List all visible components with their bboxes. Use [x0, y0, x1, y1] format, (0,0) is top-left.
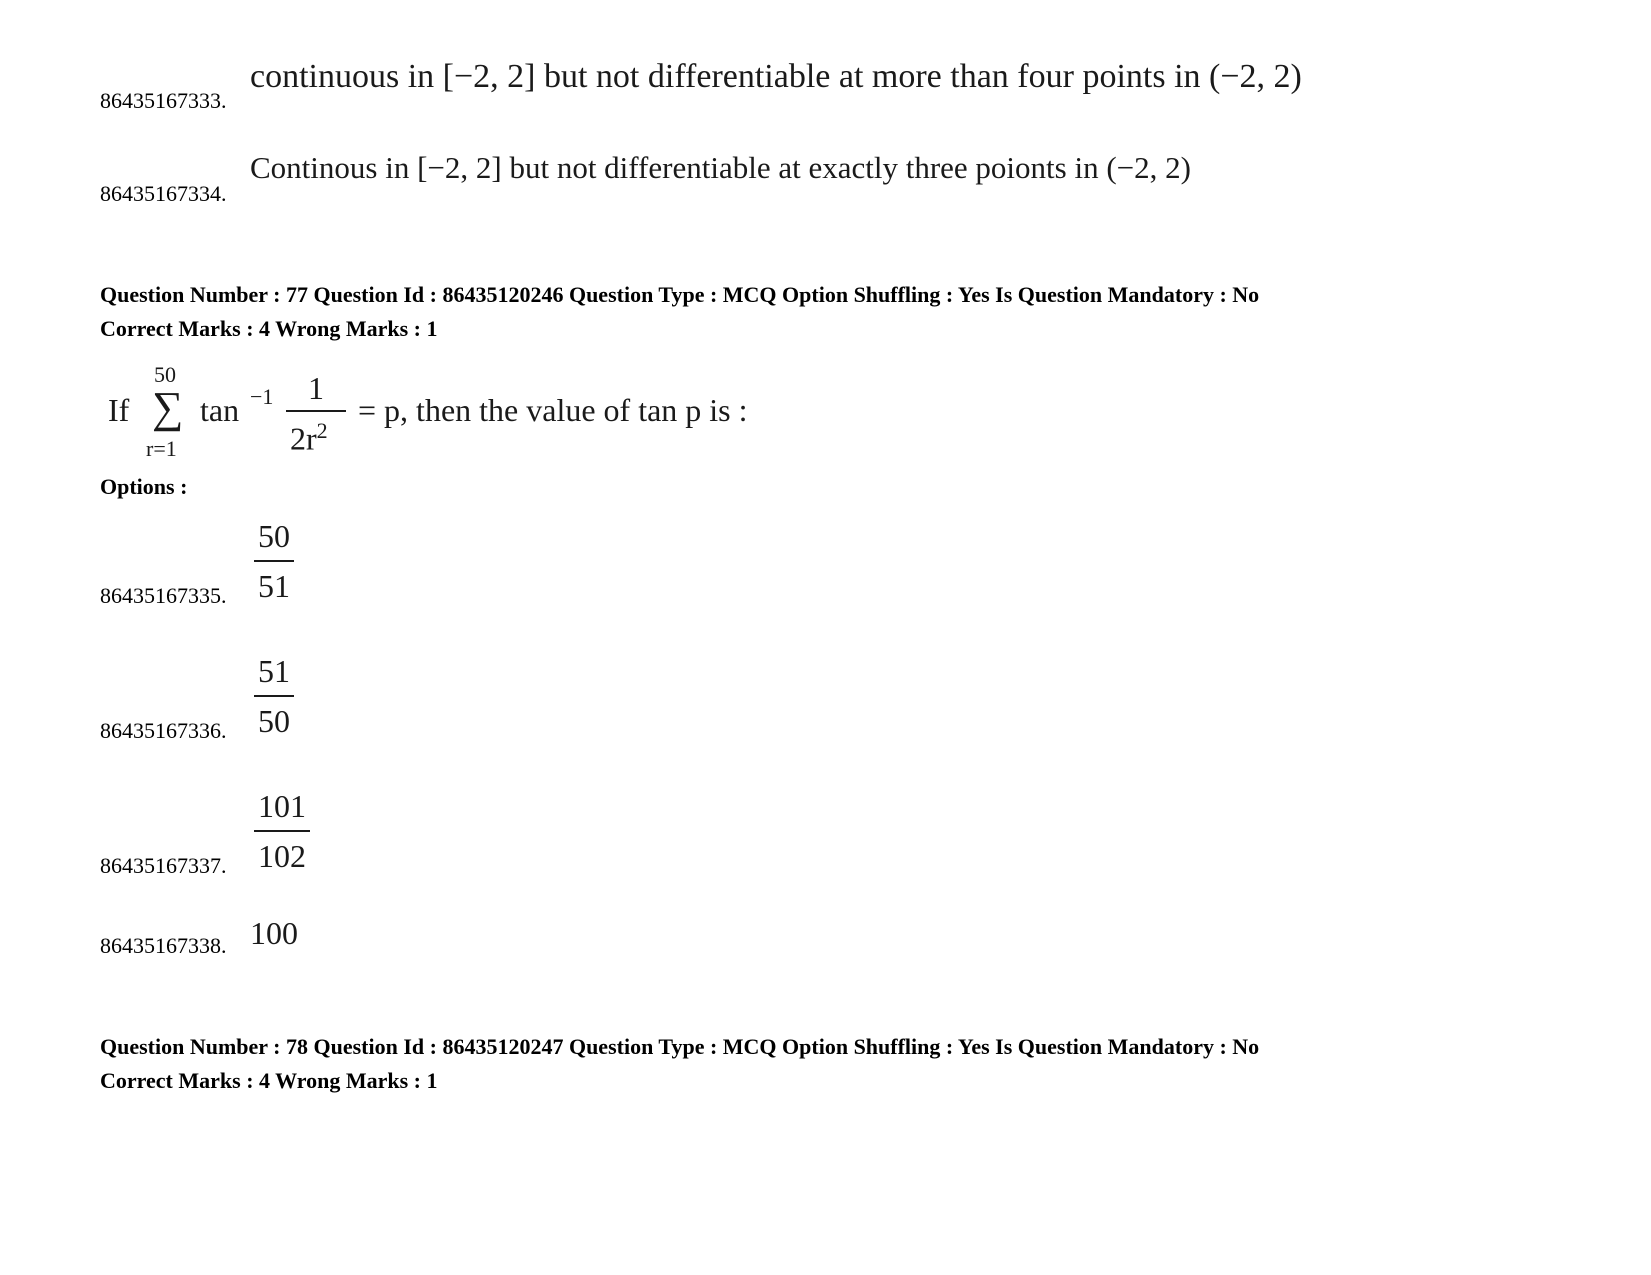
question-78-marks-line: Correct Marks : 4 Wrong Marks : 1 [100, 1068, 438, 1093]
tan-function: tan [200, 392, 240, 428]
option-text-86435167333: continuous in [−2, 2] but not differentiable at more than four points in (−2, 2) [250, 58, 1302, 95]
sum-lower-limit: r=1 [146, 436, 177, 461]
question-rest: = p, then the value of tan p is : [358, 392, 748, 428]
option-id-86435167336: 86435167336. [100, 718, 227, 743]
question-77-text [108, 362, 868, 462]
inverse-exponent: −1 [250, 384, 274, 409]
fraction-denominator: 51 [258, 568, 290, 604]
options-label: Options : [100, 474, 188, 499]
fraction-denominator-base: 2r [290, 420, 317, 457]
sum-upper-limit: 50 [154, 362, 176, 387]
question-77-meta-line: Question Number : 77 Question Id : 86435120246 Question Type : MCQ Option Shuffling : Yes Is Question Mandatory : No [100, 282, 1260, 307]
question-if: If [108, 392, 130, 428]
fraction-denominator-exponent: 2 [316, 418, 328, 443]
question-78-header [100, 1030, 1259, 1098]
fraction-denominator: 50 [258, 703, 290, 739]
fraction-numerator: 1 [308, 370, 324, 406]
option-id-86435167335: 86435167335. [100, 583, 227, 608]
question-77-header [100, 278, 1259, 346]
option-text-86435167334: Continous in [−2, 2] but not differentiable at exactly three poionts in (−2, 2) [250, 150, 1191, 185]
fraction-numerator: 101 [258, 788, 306, 824]
option-fraction-86435167336 [254, 655, 294, 737]
fraction-denominator [290, 418, 328, 458]
option-id-86435167334: 86435167334. [100, 181, 227, 206]
sigma-symbol: ∑ [152, 383, 184, 432]
option-fraction-86435167335 [254, 520, 294, 602]
question-78-meta-line: Question Number : 78 Question Id : 86435120247 Question Type : MCQ Option Shuffling : Yes Is Question Mandatory : No [100, 1034, 1260, 1059]
fraction-numerator: 50 [258, 518, 290, 554]
option-id-86435167337: 86435167337. [100, 853, 227, 878]
option-fraction-86435167337 [254, 790, 310, 872]
fraction-denominator: 102 [258, 838, 306, 874]
option-value-86435167338: 100 [250, 915, 298, 951]
option-id-86435167338: 86435167338. [100, 933, 227, 958]
option-id-86435167333: 86435167333. [100, 88, 227, 113]
fraction-numerator: 51 [258, 653, 290, 689]
question-77-marks-line: Correct Marks : 4 Wrong Marks : 1 [100, 316, 438, 341]
fraction-bar [286, 410, 346, 412]
